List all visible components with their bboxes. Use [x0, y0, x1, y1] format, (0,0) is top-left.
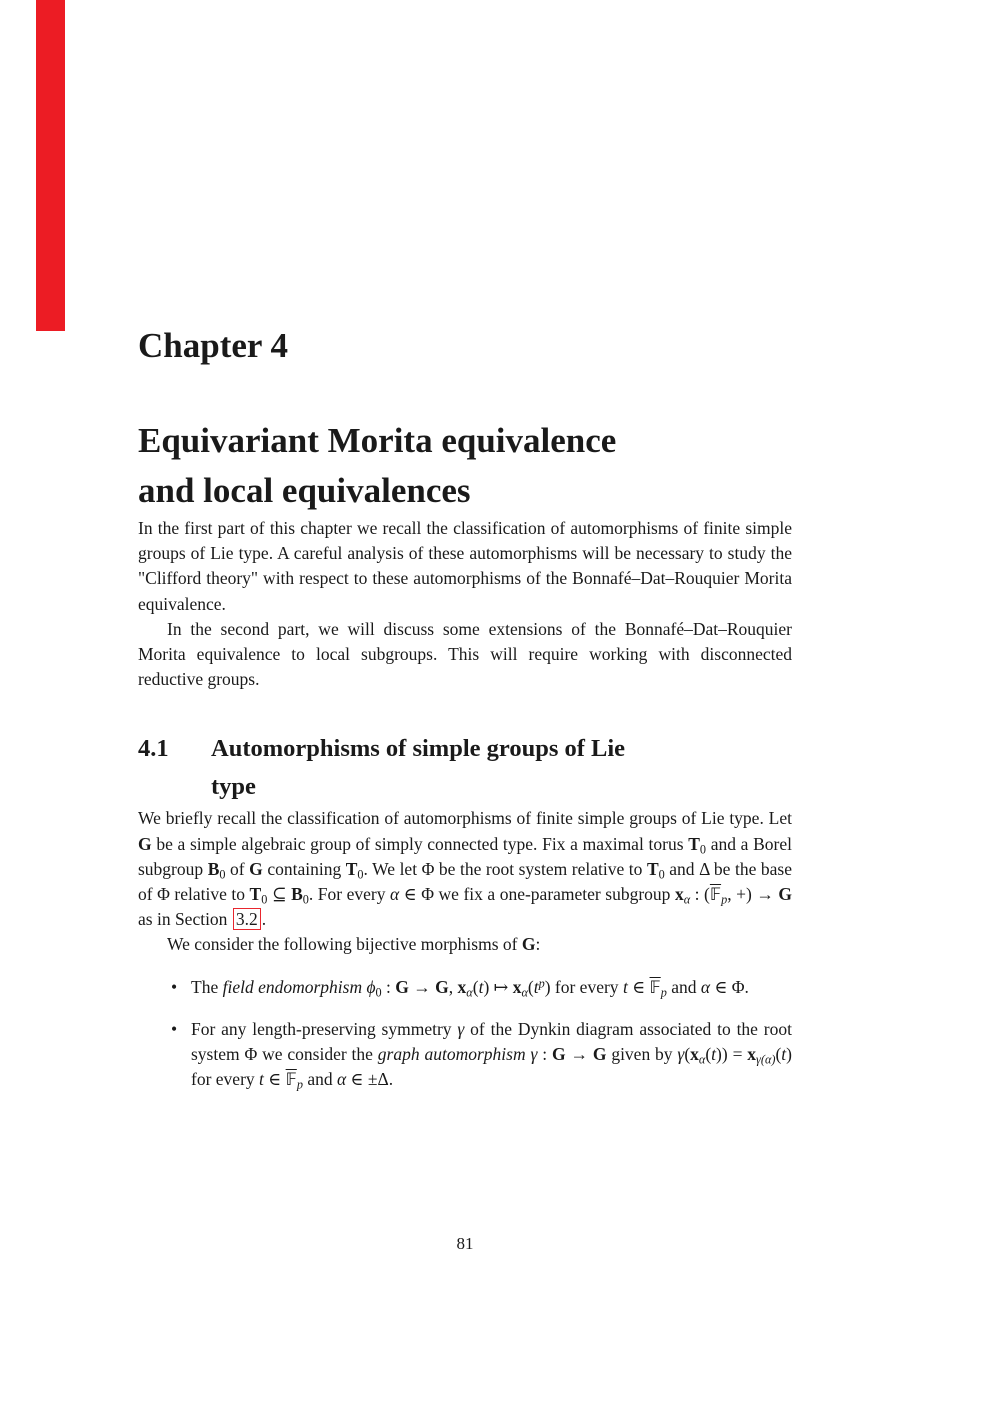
bullet-icon: •: [171, 976, 178, 997]
list-item: [171, 1017, 792, 1093]
section-title: [211, 730, 792, 806]
chapter-title: [138, 416, 792, 516]
section-3-2-link[interactable]: 3.2: [233, 908, 261, 930]
bullet-icon: •: [171, 1018, 178, 1039]
intro-paragraph-1: In the first part of this chapter we recall the classification of automorphisms of finite simple groups of Lie type. A careful analysis of these automorphisms will be necessary to study the "Clifford theory" with respect to these automorphisms of the Bonnafé–Dat–Rouquier Morita equivalence.: [138, 518, 792, 614]
chapter-title-line-1: Equivariant Morita equivalence: [138, 421, 617, 460]
chapter-title-line-2: and local equivalences: [138, 471, 471, 510]
section-number: 4.1: [138, 735, 169, 763]
section-paragraph-1: We briefly recall the classification of automorphisms of finite simple groups of Lie type. Let G be a simple algebraic group of simply connected type. Fix a maximal torus $T_0$ and a Borel subgroup $B_0$ of G containing $T_0$. We let Φ be the root system relative to $T_0$ and Δ be the base of Φ relative to $T_0$ ⊆ $B_0$. For every α ∈ Φ we fix a one-parameter subgroup $x_\alpha$ : (𝔽$_p$, +) → G as in Section 3.2 .: [138, 808, 793, 930]
bullet-list: [138, 975, 792, 1093]
section-paragraph-2: We consider the following bijective morphisms of G:: [167, 934, 541, 955]
section-heading: [138, 730, 792, 806]
intro-paragraph-2: In the second part, we will discuss some extensions of the Bonnafé–Dat–Rouquier Morita equivalence to local subgroups. This will require working with disconnected reductive groups.: [138, 618, 792, 690]
list-item: [171, 975, 792, 1000]
page-content: [138, 0, 792, 1109]
chapter-label: Chapter 4: [138, 326, 289, 365]
list-item-text: For any length-preserving symmetry γ of the Dynkin diagram associated to the root system Φ we consider the graph automorphism γ : G → G given by $\gamma(x_\alpha(t)) = x_{\gamma(\alpha)}(t)$ for every t ∈ 𝔽$_p$ and α ∈ ±Δ.: [191, 1018, 792, 1092]
section-title-line-1: Automorphisms of simple groups of Lie: [211, 735, 626, 763]
page-number: 81: [456, 1234, 474, 1253]
red-margin-stripe: [36, 0, 65, 331]
list-item-text: The field endomorphism $\phi_0$ : G → G, $x_\alpha(t)$ ↦ $x_\alpha(t^p)$ for every t ∈ 𝔽$_p$ and α ∈ Φ.: [191, 976, 749, 1000]
section-title-line-2: type: [211, 773, 256, 801]
